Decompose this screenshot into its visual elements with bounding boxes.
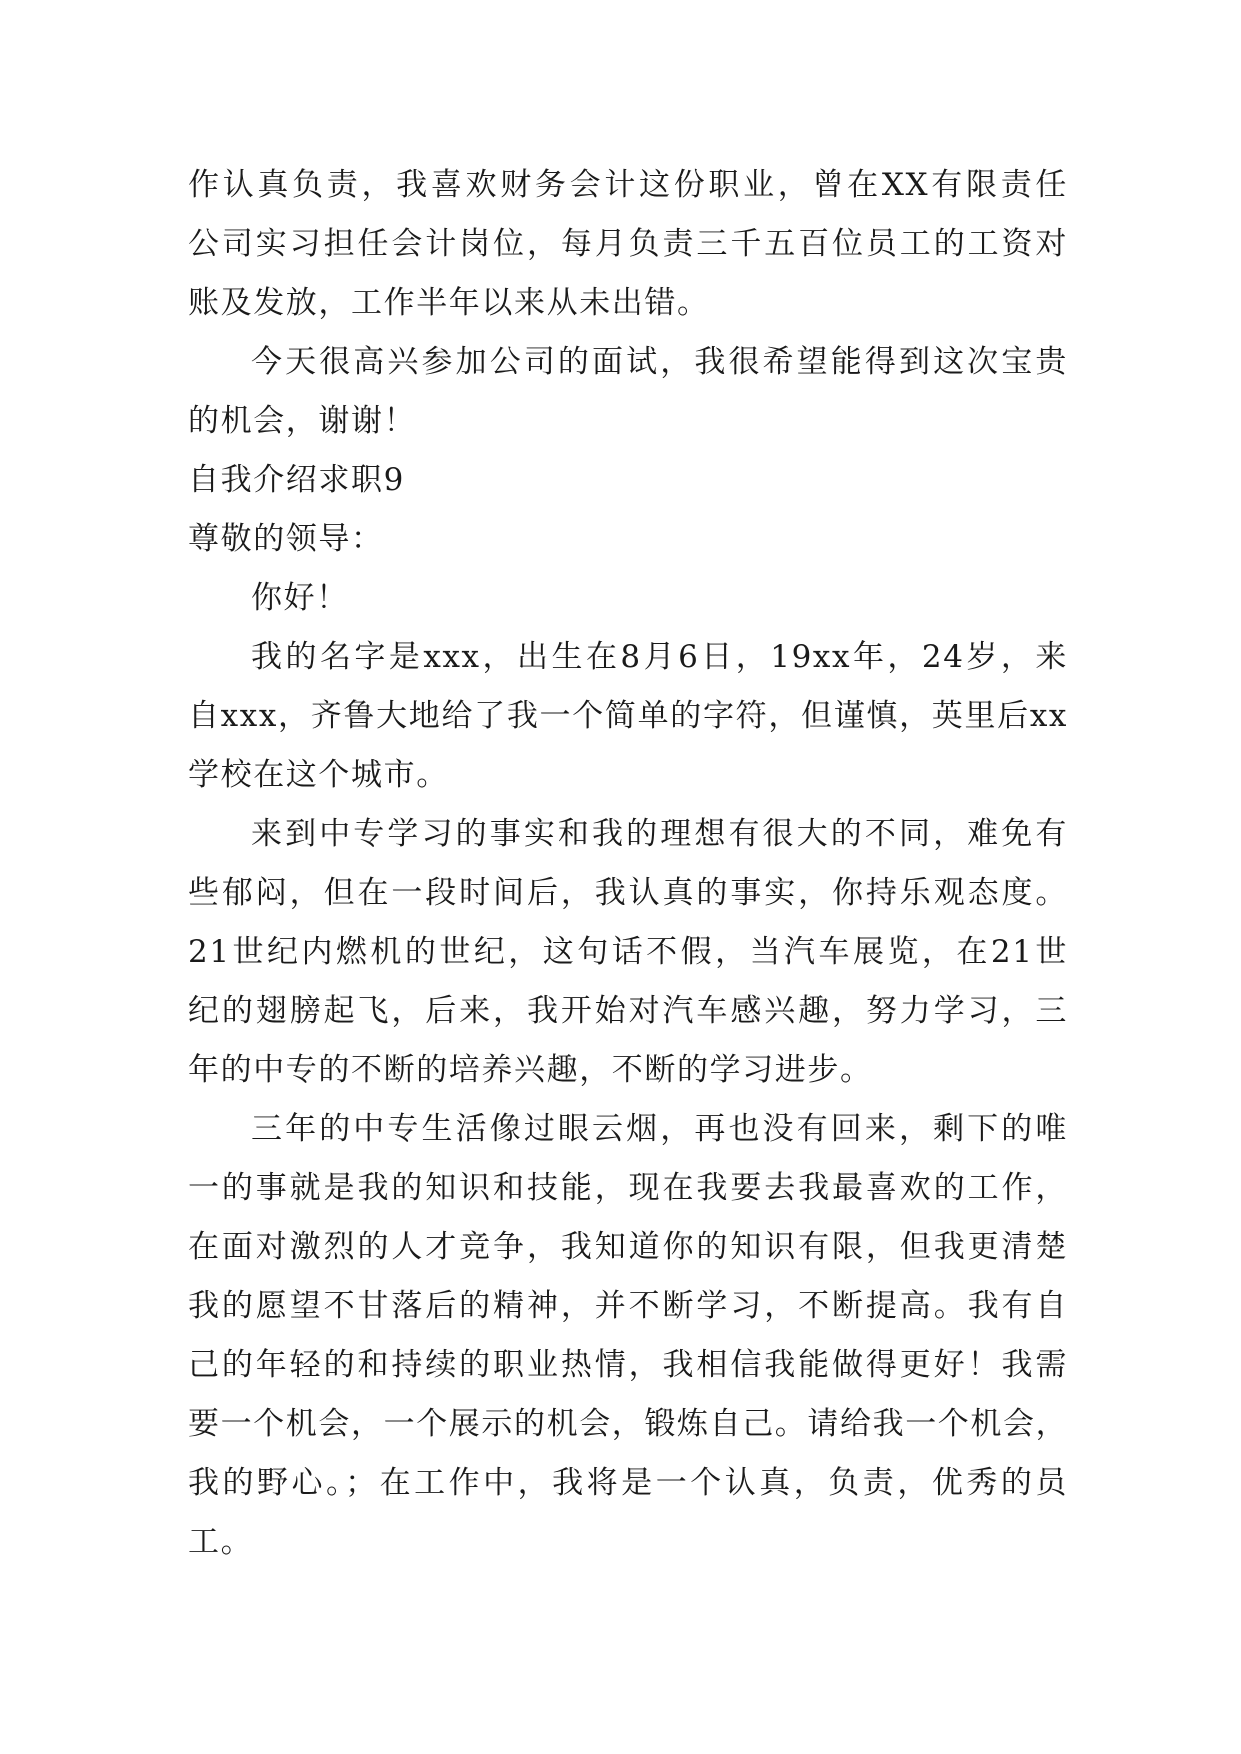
- text-line: 我的野心。；在工作中，我将是一个认真，负责，优秀的员: [188, 1465, 1068, 1501]
- text-line: 的机会，谢谢！: [188, 403, 417, 439]
- text-line: 年的中专的不断的培养兴趣，不断的学习进步。: [188, 1052, 873, 1088]
- text-line: 我的名字是xxx，出生在8月6日，19xx年，24岁，来: [251, 639, 1068, 675]
- text-line: 己的年轻的和持续的职业热情，我相信我能做得更好！我需: [188, 1347, 1068, 1383]
- text-line: 些郁闷，但在一段时间后，我认真的事实，你持乐观态度。: [188, 875, 1068, 911]
- text-line: 公司实习担任会计岗位，每月负责三千五百位员工的工资对: [188, 226, 1068, 262]
- text-line: 21世纪内燃机的世纪，这句话不假，当汽车展览，在21世: [188, 934, 1068, 970]
- text-line: 在面对激烈的人才竞争，我知道你的知识有限，但我更清楚: [188, 1229, 1068, 1265]
- text-line: 要一个机会，一个展示的机会，锻炼自己。请给我一个机会，: [188, 1406, 1069, 1442]
- text-line: 今天很高兴参加公司的面试，我很希望能得到这次宝贵: [251, 344, 1068, 380]
- text-line: 学校在这个城市。: [188, 757, 449, 793]
- text-line: 来到中专学习的事实和我的理想有很大的不同，难免有: [251, 816, 1068, 852]
- text-line: 账及发放，工作半年以来从未出错。: [188, 285, 710, 321]
- greeting: 你好！: [251, 580, 349, 616]
- text-line: 自xxx，齐鲁大地给了我一个简单的字符，但谨慎，英里后xx: [188, 698, 1068, 734]
- text-line: 三年的中专生活像过眼云烟，再也没有回来，剩下的唯: [251, 1111, 1068, 1147]
- section-heading: 自我介绍求职9: [188, 462, 405, 498]
- text-line: 纪的翅膀起飞，后来，我开始对汽车感兴趣，努力学习，三: [188, 993, 1068, 1029]
- salutation: 尊敬的领导：: [188, 521, 384, 557]
- text-line: 工。: [188, 1524, 254, 1560]
- text-line: 我的愿望不甘落后的精神，并不断学习，不断提高。我有自: [188, 1288, 1068, 1324]
- text-line: 作认真负责，我喜欢财务会计这份职业，曾在XX有限责任: [188, 167, 1068, 203]
- text-line: 一的事就是我的知识和技能，现在我要去我最喜欢的工作，: [188, 1170, 1068, 1206]
